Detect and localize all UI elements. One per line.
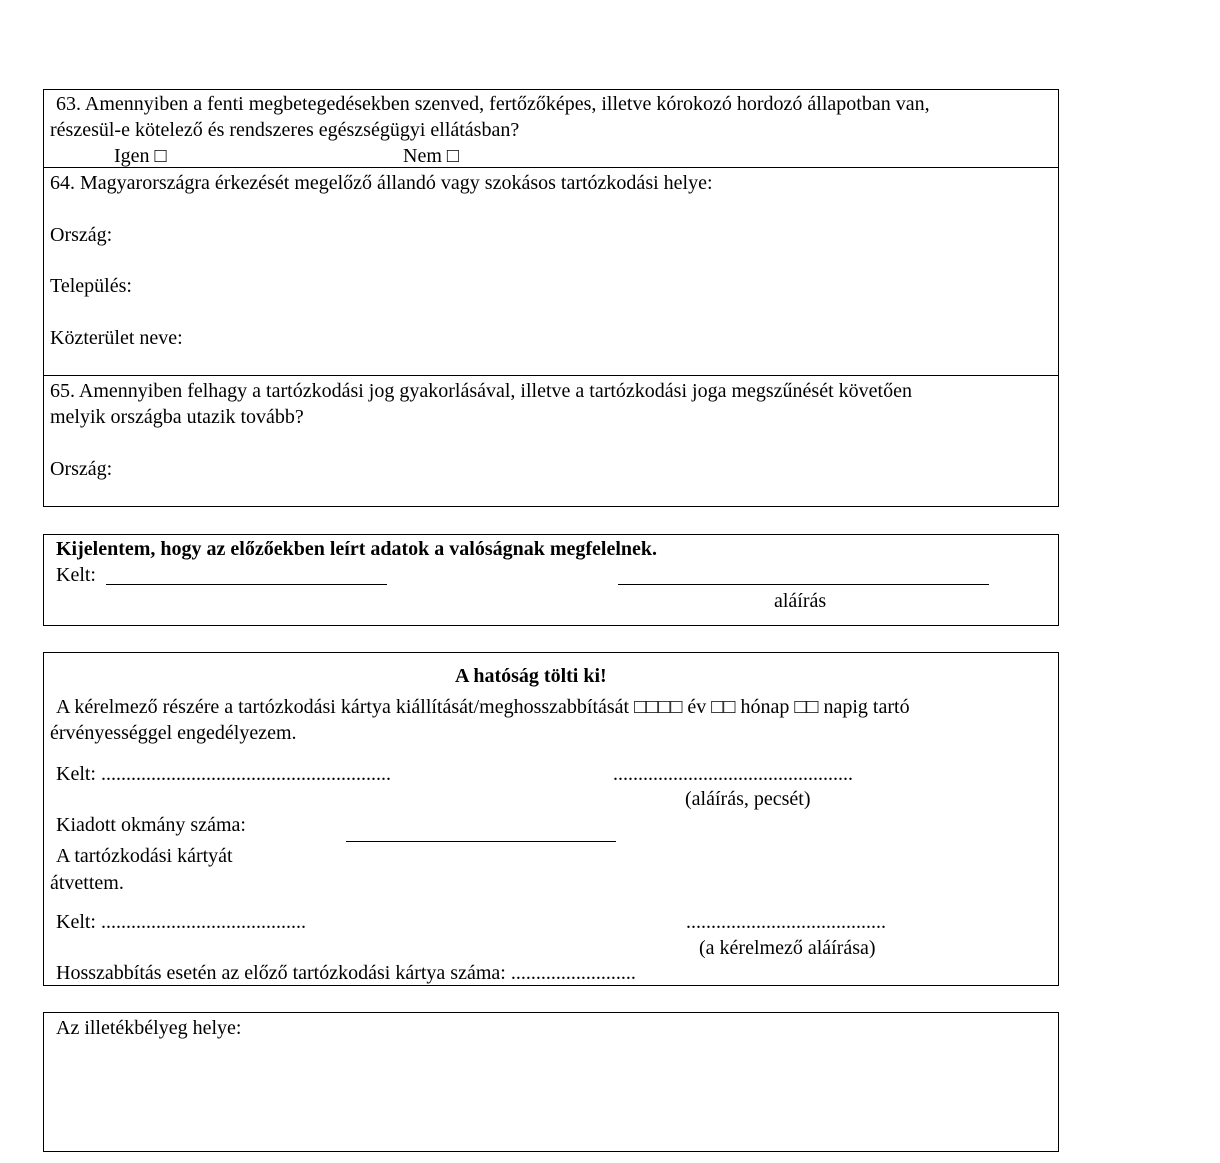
q64-settlement-field[interactable]: Település: bbox=[50, 275, 132, 297]
received-line1: A tartózkodási kártyát bbox=[56, 845, 233, 867]
q63-no-option[interactable]: Nem □ bbox=[403, 145, 459, 167]
stamp-box bbox=[43, 1012, 1059, 1152]
doc-number-label: Kiadott okmány száma: bbox=[56, 814, 246, 836]
authority-date2[interactable]: Kelt: ......................................... bbox=[56, 911, 306, 933]
authority-permit-line2: érvényességgel engedélyezem. bbox=[50, 722, 297, 744]
q65-country-field[interactable]: Ország: bbox=[50, 458, 113, 480]
q64-street-field[interactable]: Közterület neve: bbox=[50, 327, 183, 349]
stamp-label: Az illetékbélyeg helye: bbox=[56, 1017, 242, 1039]
q65-line2: melyik országba utazik tovább? bbox=[50, 406, 304, 428]
q63-line2: részesül-e kötelező és rendszeres egészségügyi ellátásban? bbox=[50, 119, 520, 141]
q63-line1: 63. Amennyiben a fenti megbetegedésekben szenved, fertőzőképes, illetve kórokozó hordozó állapotban van, bbox=[56, 93, 930, 115]
declaration-statement: Kijelentem, hogy az előzőekben leírt adatok a valóságnak megfelelnek. bbox=[56, 538, 658, 560]
received-line2: átvettem. bbox=[50, 872, 124, 894]
authority-heading: A hatóság tölti ki! bbox=[455, 665, 607, 687]
questions-box bbox=[43, 89, 1059, 507]
authority-permit-line1: A kérelmező részére a tartózkodási kártya kiállítását/meghosszabbítását □□□□ év □□ hónap □□ napig tartó bbox=[56, 696, 910, 718]
authority-date1[interactable]: Kelt: .......................................................... bbox=[56, 763, 391, 785]
authority-signature-dots[interactable]: ................................................ bbox=[613, 763, 853, 785]
applicant-signature-dots[interactable]: ........................................ bbox=[686, 911, 886, 933]
extension-line[interactable]: Hosszabbítás esetén az előző tartózkodási kártya száma: ......................... bbox=[56, 962, 636, 984]
q65-line1: 65. Amennyiben felhagy a tartózkodási jog gyakorlásával, illetve a tartózkodási joga megszűnését követően bbox=[50, 380, 912, 402]
q63-yes-option[interactable]: Igen □ bbox=[114, 145, 167, 167]
divider bbox=[44, 375, 1058, 376]
authority-signature-label: (aláírás, pecsét) bbox=[685, 788, 811, 810]
divider bbox=[44, 167, 1058, 168]
declaration-signature-label: aláírás bbox=[774, 590, 827, 612]
applicant-signature-label: (a kérelmező aláírása) bbox=[699, 937, 876, 959]
q64-title: 64. Magyarországra érkezését megelőző állandó vagy szokásos tartózkodási helye: bbox=[50, 172, 713, 194]
declaration-date-line[interactable] bbox=[106, 584, 387, 585]
declaration-box bbox=[43, 534, 1059, 626]
doc-number-line[interactable] bbox=[346, 841, 616, 842]
declaration-date-label: Kelt: bbox=[56, 564, 96, 586]
q64-country-field[interactable]: Ország: bbox=[50, 224, 113, 246]
declaration-signature-line[interactable] bbox=[618, 584, 989, 585]
authority-box bbox=[43, 652, 1059, 986]
